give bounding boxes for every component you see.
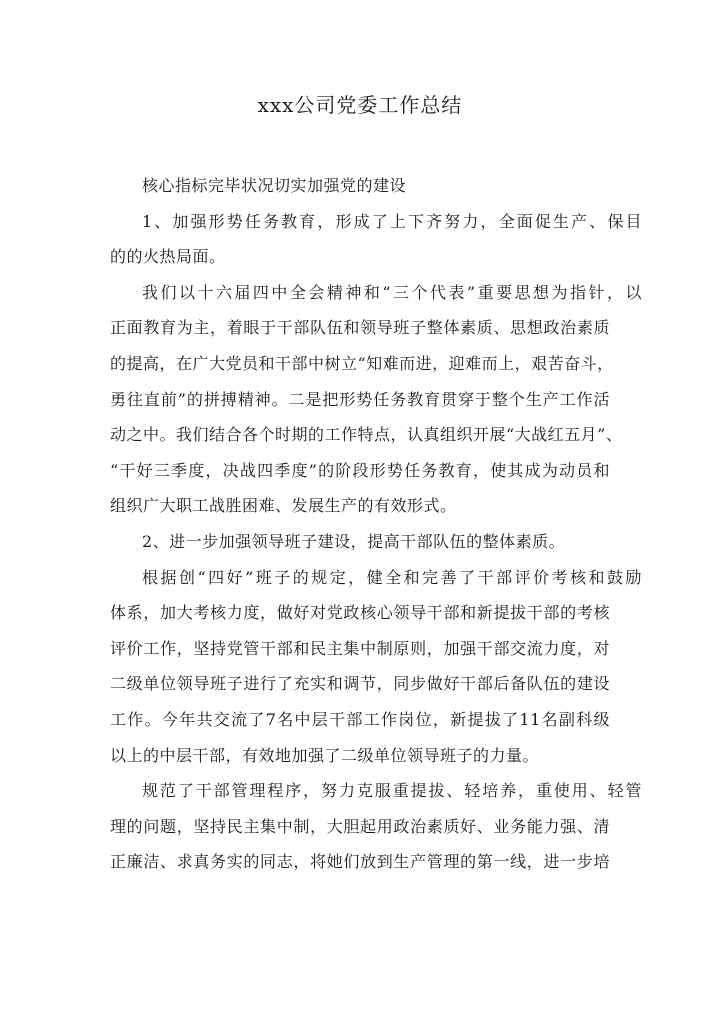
text-line: 我们以十六届四中全会精神和“三个代表”重要思想为指针，以	[142, 282, 642, 302]
text-line: 工作。今年共交流了7名中层干部工作岗位，新提拔了11名副科级	[110, 709, 610, 729]
text-line: 1、加强形势任务教育，形成了上下齐努力，全面促生产、保目	[142, 211, 642, 231]
document-body	[110, 168, 642, 880]
text-line: 勇往直前”的拼搏精神。二是把形势任务教育贯穿于整个生产工作活	[110, 389, 610, 409]
text-line: 正廉洁、求真务实的同志，将她们放到生产管理的第一线，进一步培	[110, 852, 610, 872]
text-line: 正面教育为主，着眼于干部队伍和领导班子整体素质、思想政治素质	[110, 318, 610, 338]
text-line: 动之中。我们结合各个时期的工作特点，认真组织开展“大战红五月”、	[110, 425, 623, 445]
text-line: 体系，加大考核力度，做好对党政核心领导干部和新提拔干部的考核	[110, 603, 610, 623]
text-line: 的的火热局面。	[110, 247, 226, 267]
text-line: 评价工作，坚持党管干部和民主集中制原则，加强干部交流力度，对	[110, 638, 610, 658]
text-line: 规范了干部管理程序，努力克服重提拔、轻培养，重使用、轻管	[142, 781, 642, 801]
text-line: 理的问题，坚持民主集中制，大胆起用政治素质好、业务能力强、清	[110, 816, 610, 836]
text-line: 以上的中层干部，有效地加强了二级单位领导班子的力量。	[110, 745, 540, 765]
document-title: xxx公司党委工作总结	[257, 93, 463, 117]
text-line: 二级单位领导班子进行了充实和调节，同步做好干部后备队伍的建设	[110, 674, 610, 694]
text-line: 组织广大职工战胜困难、发展生产的有效形式。	[110, 496, 457, 516]
section-heading: 核心指标完毕状况切实加强党的建设	[142, 176, 407, 195]
text-line: 2、进一步加强领导班子建设，提高干部队伍的整体素质。	[142, 531, 566, 551]
text-line: “干好三季度，决战四季度”的阶段形势任务教育，使其成为动员和	[110, 460, 610, 480]
text-line: 的提高，在广大党员和干部中树立“知难而进，迎难而上，艰苦奋斗，	[110, 353, 614, 373]
text-line: 根据创“四好”班子的规定，健全和完善了干部评价考核和鼓励	[142, 567, 642, 587]
